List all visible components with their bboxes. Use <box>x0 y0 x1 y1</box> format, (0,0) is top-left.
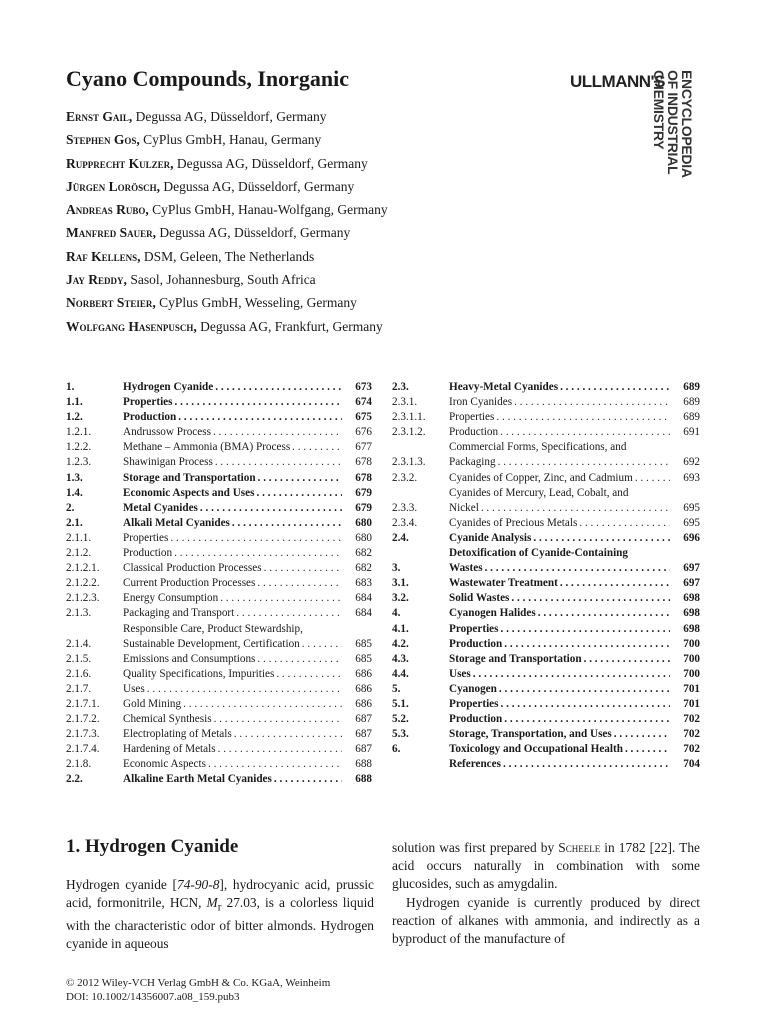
toc-entry-title: Packaging <box>449 456 496 469</box>
toc-leader-dots <box>473 667 670 682</box>
author-affiliation: Degussa AG, Düsseldorf, Germany <box>156 225 351 241</box>
table-of-contents-right <box>392 380 700 772</box>
toc-entry-number: 1.4. <box>66 486 83 499</box>
toc-entry-title: Methane – Ammonia (BMA) Process <box>123 441 291 454</box>
toc-entry-title: Commercial Forms, Specifications, and <box>449 441 627 454</box>
toc-entry[interactable] <box>392 606 700 621</box>
toc-entry-number: 2.1.7.3. <box>66 728 100 741</box>
toc-entry-number: 5. <box>392 682 401 695</box>
toc-entry-number: 2.1.7.1. <box>66 697 100 710</box>
author-entry <box>66 318 388 341</box>
toc-entry-number: 1.2.2. <box>66 441 92 454</box>
cas-number: 74-90-8 <box>177 877 220 892</box>
article-title: Cyano Compounds, Inorganic <box>66 66 350 91</box>
logo-vertical-line: OF INDUSTRIAL <box>665 70 681 175</box>
toc-entry-number: 2.3.4. <box>392 516 418 529</box>
toc-entry-title: Storage and Transportation <box>123 471 256 484</box>
author-name: Manfred Sauer, <box>66 225 156 241</box>
toc-entry-number: 1.2. <box>66 411 83 424</box>
logo-vertical-text <box>652 70 694 178</box>
toc-leader-dots <box>292 440 342 455</box>
toc-page-number: 677 <box>355 441 372 454</box>
toc-entry-number: 1.1. <box>66 396 83 409</box>
toc-entry-number: 5.3. <box>392 728 409 741</box>
toc-entry-number: 2.1.2.3. <box>66 592 100 605</box>
doi: DOI: 10.1002/14356007.a08_159.pub3 <box>66 991 240 1003</box>
toc-leader-dots <box>533 531 670 546</box>
toc-entry[interactable] <box>66 742 372 757</box>
toc-entry-title: Storage and Transportation <box>449 652 582 665</box>
author-entry <box>66 108 388 131</box>
toc-entry-number: 3.1. <box>392 577 409 590</box>
toc-entry[interactable] <box>392 395 700 410</box>
toc-page-number: 686 <box>355 667 372 680</box>
toc-entry[interactable] <box>66 380 372 395</box>
toc-entry-title: Current Production Processes <box>123 577 256 590</box>
toc-entry[interactable] <box>66 425 372 440</box>
toc-leader-dots <box>625 742 670 757</box>
toc-leader-dots <box>503 757 670 772</box>
toc-page-number: 687 <box>355 743 372 756</box>
toc-page-number: 680 <box>355 531 372 544</box>
toc-entry-number: 2.1.3. <box>66 607 92 620</box>
toc-leader-dots <box>215 455 342 470</box>
toc-entry[interactable] <box>392 727 700 742</box>
toc-leader-dots <box>560 576 670 591</box>
author-entry <box>66 155 388 178</box>
toc-leader-dots <box>170 531 342 546</box>
toc-leader-dots <box>218 742 342 757</box>
toc-entry-title: Emissions and Consumptions <box>123 652 256 665</box>
author-name: Andreas Rubo, <box>66 202 149 218</box>
toc-leader-dots <box>174 546 342 561</box>
toc-entry-title: Storage, Transportation, and Uses <box>449 728 612 741</box>
toc-page-number: 700 <box>683 637 700 650</box>
toc-entry[interactable] <box>66 606 372 621</box>
toc-page-number: 695 <box>683 516 700 529</box>
toc-entry-title: Cyanides of Mercury, Lead, Cobalt, and <box>449 486 629 499</box>
toc-page-number: 676 <box>355 426 372 439</box>
toc-entry[interactable] <box>392 410 700 425</box>
toc-page-number: 678 <box>355 456 372 469</box>
toc-entry-title: Wastes <box>449 562 483 575</box>
toc-entry-title: Cyanogen Halides <box>449 607 536 620</box>
toc-page-number: 698 <box>683 622 700 635</box>
author-affiliation: Degussa AG, Frankfurt, Germany <box>196 318 383 334</box>
toc-entry[interactable] <box>392 440 700 470</box>
author-entry <box>66 178 388 201</box>
toc-leader-dots <box>504 712 670 727</box>
toc-entry-number: 2.3.1.2. <box>392 426 426 439</box>
toc-entry-number: 2.3.1.1. <box>392 411 426 424</box>
toc-page-number: 701 <box>683 697 700 710</box>
toc-entry-title: Chemical Synthesis <box>123 713 212 726</box>
toc-leader-dots <box>257 576 342 591</box>
toc-entry[interactable] <box>66 486 372 501</box>
author-entry <box>66 131 388 154</box>
toc-leader-dots <box>302 637 342 652</box>
toc-entry-title: Wastewater Treatment <box>449 577 558 590</box>
logo-vertical-line: ENCYCLOPEDIA <box>679 70 695 178</box>
toc-entry[interactable] <box>392 682 700 697</box>
author-entry <box>66 224 388 247</box>
toc-leader-dots <box>538 606 670 621</box>
toc-entry[interactable] <box>66 531 372 546</box>
author-affiliation: CyPlus GmbH, Hanau-Wolfgang, Germany <box>148 202 388 218</box>
toc-entry-number: 1.3. <box>66 471 83 484</box>
toc-entry[interactable] <box>66 471 372 486</box>
toc-entry-number: 4.3. <box>392 652 409 665</box>
toc-entry[interactable] <box>392 712 700 727</box>
toc-page-number: 689 <box>683 411 700 424</box>
toc-page-number: 701 <box>683 682 700 695</box>
toc-page-number: 684 <box>355 592 372 605</box>
toc-entry[interactable] <box>66 591 372 606</box>
toc-page-number: 702 <box>683 743 700 756</box>
toc-leader-dots <box>258 471 342 486</box>
toc-entry-number: 2.1.7. <box>66 682 92 695</box>
toc-entry-title: Properties <box>123 396 173 409</box>
toc-page-number: 689 <box>683 396 700 409</box>
toc-leader-dots <box>208 757 342 772</box>
toc-entry-number: 1.2.3. <box>66 456 92 469</box>
toc-page-number: 675 <box>355 411 372 424</box>
toc-entry-number: 2.1.4. <box>66 637 92 650</box>
toc-page-number: 700 <box>683 667 700 680</box>
toc-entry-number: 2.1.6. <box>66 667 92 680</box>
author-affiliation: DSM, Geleen, The Netherlands <box>140 248 315 264</box>
toc-entry-number: 2. <box>66 501 75 514</box>
toc-entry[interactable] <box>392 697 700 712</box>
toc-entry-number: 2.2. <box>66 773 83 786</box>
toc-page-number: 679 <box>355 501 372 514</box>
toc-page-number: 686 <box>355 682 372 695</box>
toc-page-number: 702 <box>683 713 700 726</box>
toc-leader-dots <box>220 591 342 606</box>
toc-entry-number: 2.1.2.1. <box>66 562 100 575</box>
toc-entry-title: Alkaline Earth Metal Cyanides <box>123 773 272 786</box>
body-paragraph: Hydrogen cyanide [74-90-8], hydrocyanic acid, prussic acid, formonitrile, HCN, $M_r$ 27.03, is a colorless liquid with the characteristic odor of bitter almonds. Hydrogen cyanide in aqueous <box>66 877 374 952</box>
author-affiliation: CyPlus GmbH, Hanau, Germany <box>139 132 322 148</box>
toc-entry-title: Packaging and Transport <box>123 607 235 620</box>
toc-entry-number: 2.3.2. <box>392 471 418 484</box>
toc-entry-number: 2.1.7.2. <box>66 713 100 726</box>
toc-leader-dots <box>496 410 670 425</box>
toc-leader-dots <box>481 501 670 516</box>
toc-page-number: 688 <box>355 773 372 786</box>
toc-entry-number: 4.2. <box>392 637 409 650</box>
toc-page-number: 678 <box>355 471 372 484</box>
toc-page-number: 679 <box>355 486 372 499</box>
author-entry <box>66 248 388 271</box>
toc-entry[interactable] <box>392 486 700 516</box>
toc-entry-title: Uses <box>123 682 145 695</box>
toc-page-number: 698 <box>683 607 700 620</box>
toc-entry-title: Cyanogen <box>449 682 497 695</box>
toc-page-number: 693 <box>683 471 700 484</box>
toc-page-number: 697 <box>683 577 700 590</box>
toc-leader-dots <box>214 712 342 727</box>
author-list <box>66 108 388 341</box>
toc-entry-number: 2.4. <box>392 531 409 544</box>
toc-page-number: 673 <box>355 381 372 393</box>
toc-page-number: 682 <box>355 547 372 560</box>
toc-page-number: 691 <box>683 426 700 439</box>
toc-entry-number: 2.1.8. <box>66 758 92 771</box>
toc-leader-dots <box>264 561 342 576</box>
toc-entry-title: Properties <box>123 531 169 544</box>
toc-entry[interactable] <box>392 652 700 667</box>
body-paragraph: Hydrogen cyanide is currently produced by direct reaction of alkanes with ammonia, and indirectly as a byproduct of the manufacture of <box>392 894 700 947</box>
toc-entry[interactable] <box>392 471 700 486</box>
author-name: Wolfgang Hasenpusch, <box>66 318 197 334</box>
toc-entry-number: 2.3. <box>392 381 409 393</box>
toc-leader-dots <box>200 501 342 516</box>
page-footer <box>66 976 330 1004</box>
body-paragraph: solution was first prepared by Scheele in 1782 [22]. The acid occurs naturally in combination with some glucosides, such as amygdalin. <box>392 840 701 892</box>
toc-entry[interactable] <box>392 667 700 682</box>
toc-entry-title: References <box>449 758 501 771</box>
toc-entry-number: 2.3.3. <box>392 501 418 514</box>
toc-entry-title: Production <box>123 411 177 424</box>
toc-leader-dots <box>175 395 343 410</box>
toc-page-number: 683 <box>355 577 372 590</box>
toc-leader-dots <box>232 516 342 531</box>
toc-entry-title: Electroplating of Metals <box>123 728 232 741</box>
toc-entry-title: Production <box>449 426 499 439</box>
toc-leader-dots <box>276 667 342 682</box>
section-heading: 1. Hydrogen Cyanide <box>66 836 239 857</box>
toc-leader-dots <box>511 591 670 606</box>
toc-entry-title: Responsible Care, Product Stewardship, <box>123 622 303 635</box>
toc-page-number: 685 <box>355 637 372 650</box>
toc-entry-title: Economic Aspects and Uses <box>123 486 255 499</box>
toc-entry[interactable] <box>392 576 700 591</box>
toc-page-number: 687 <box>355 728 372 741</box>
toc-entry[interactable] <box>392 622 700 637</box>
toc-leader-dots <box>560 380 670 395</box>
toc-entry-title: Properties <box>449 622 499 635</box>
toc-entry[interactable] <box>392 516 700 531</box>
toc-entry[interactable] <box>66 697 372 712</box>
toc-entry[interactable] <box>66 757 372 772</box>
toc-page-number: 692 <box>683 456 700 469</box>
toc-page-number: 686 <box>355 697 372 710</box>
toc-entry-title: Production <box>123 547 173 560</box>
toc-leader-dots <box>498 455 670 470</box>
toc-page-number: 695 <box>683 501 700 514</box>
toc-leader-dots <box>500 425 670 440</box>
toc-leader-dots <box>256 486 342 501</box>
toc-entry[interactable] <box>392 591 700 606</box>
body-column-right <box>392 839 700 948</box>
toc-leader-dots <box>501 697 671 712</box>
toc-leader-dots <box>579 516 670 531</box>
toc-leader-dots <box>178 410 342 425</box>
author-affiliation: Sasol, Johannesburg, South Africa <box>126 272 316 288</box>
toc-leader-dots <box>147 682 342 697</box>
toc-entry-title: Solid Wastes <box>449 592 510 605</box>
toc-entry-number: 5.2. <box>392 713 409 726</box>
toc-entry-number: 1. <box>66 381 75 393</box>
toc-page-number: 696 <box>683 531 700 544</box>
toc-leader-dots <box>504 637 670 652</box>
toc-entry-title: Hardening of Metals <box>123 743 216 756</box>
toc-page-number: 687 <box>355 713 372 726</box>
toc-entry-title: Hydrogen Cyanide <box>123 381 214 393</box>
toc-entry-number: 4.1. <box>392 622 409 635</box>
toc-entry-number: 4.4. <box>392 667 409 680</box>
toc-entry-number: 2.1.7.4. <box>66 743 100 756</box>
toc-leader-dots <box>614 727 670 742</box>
toc-entry[interactable] <box>66 652 372 667</box>
author-affiliation: CyPlus GmbH, Wesseling, Germany <box>155 295 357 311</box>
toc-leader-dots <box>584 652 670 667</box>
toc-leader-dots <box>514 395 670 410</box>
toc-entry[interactable] <box>66 561 372 576</box>
toc-leader-dots <box>236 606 342 621</box>
toc-entry[interactable] <box>66 501 372 516</box>
toc-entry[interactable] <box>392 546 700 576</box>
author-name: Rupprecht Kulzer, <box>66 155 174 171</box>
author-affiliation: Degussa AG, Düsseldorf, Germany <box>160 178 355 194</box>
toc-entry-number: 6. <box>392 743 401 756</box>
toc-entry[interactable] <box>66 622 372 652</box>
toc-entry-number: 2.1.2.2. <box>66 577 100 590</box>
toc-entry[interactable] <box>66 727 372 742</box>
toc-entry-title: Alkali Metal Cyanides <box>123 516 230 529</box>
logo-main-text: ULLMANN'S <box>570 72 665 91</box>
toc-page-number: 684 <box>355 607 372 620</box>
toc-entry[interactable] <box>392 531 700 546</box>
toc-leader-dots <box>183 697 342 712</box>
toc-page-number: 680 <box>355 516 372 529</box>
toc-entry-title: Production <box>449 637 503 650</box>
toc-entry[interactable] <box>66 682 372 697</box>
toc-entry[interactable] <box>66 772 372 787</box>
toc-entry-title: Shawinigan Process <box>123 456 213 469</box>
toc-entry[interactable] <box>66 516 372 531</box>
person-name: Scheele <box>558 840 601 855</box>
toc-entry[interactable] <box>392 380 700 395</box>
toc-entry-number: 3. <box>392 562 401 575</box>
toc-entry-title: Cyanide Analysis <box>449 531 532 544</box>
toc-page-number: 674 <box>355 396 372 409</box>
toc-entry-title: Cyanides of Precious Metals <box>449 516 578 529</box>
author-affiliation: Degussa AG, Düsseldorf, Germany <box>132 109 327 124</box>
logo-vertical-line: CHEMISTRY <box>651 70 667 150</box>
toc-entry[interactable] <box>392 742 700 757</box>
toc-entry-number: 1.2.1. <box>66 426 92 439</box>
toc-entry-number: 2.3.1. <box>392 396 418 409</box>
toc-page-number: 698 <box>683 592 700 605</box>
author-entry <box>66 201 388 224</box>
toc-leader-dots <box>215 380 342 395</box>
toc-entry[interactable] <box>392 425 700 440</box>
author-entry <box>66 271 388 294</box>
toc-page-number: 685 <box>355 652 372 665</box>
toc-entry[interactable] <box>66 546 372 561</box>
author-name: Norbert Steier, <box>66 295 156 311</box>
toc-leader-dots <box>485 561 670 576</box>
toc-entry-number: 5.1. <box>392 697 409 710</box>
toc-entry[interactable] <box>392 637 700 652</box>
toc-entry-title: Production <box>449 713 503 726</box>
toc-entry-title: Quality Specifications, Impurities <box>123 667 275 680</box>
toc-entry-number: 2.3.1.3. <box>392 456 426 469</box>
toc-entry[interactable] <box>66 455 372 470</box>
toc-entry[interactable] <box>392 757 700 772</box>
toc-page-number: 682 <box>355 562 372 575</box>
toc-leader-dots <box>501 622 671 637</box>
toc-entry-title: Heavy-Metal Cyanides <box>449 381 559 393</box>
toc-entry-number: 2.1. <box>66 516 83 529</box>
toc-entry-number: 4. <box>392 607 401 620</box>
toc-entry[interactable] <box>66 440 372 455</box>
toc-leader-dots <box>234 727 342 742</box>
toc-entry-title: Andrussow Process <box>123 426 211 439</box>
toc-entry[interactable] <box>66 395 372 410</box>
toc-entry-title: Properties <box>449 697 499 710</box>
toc-entry-title: Metal Cyanides <box>123 501 198 514</box>
table-of-contents-left <box>66 380 372 788</box>
author-name: Raf Kellens, <box>66 248 141 264</box>
toc-page-number: 688 <box>355 758 372 771</box>
toc-page-number: 689 <box>683 381 700 393</box>
toc-entry-title: Economic Aspects <box>123 758 206 771</box>
toc-entry-title: Nickel <box>449 501 479 514</box>
copyright-notice: © 2012 Wiley-VCH Verlag GmbH & Co. KGaA, Weinheim <box>66 977 331 989</box>
toc-leader-dots <box>257 652 342 667</box>
ullmanns-logo <box>570 68 710 208</box>
toc-entry-title: Iron Cyanides <box>449 396 513 409</box>
toc-entry-title: Uses <box>449 667 471 680</box>
author-name: Stephen Gos, <box>66 132 140 148</box>
author-affiliation: Degussa AG, Düsseldorf, Germany <box>173 155 368 171</box>
author-name: Ernst Gail, <box>66 109 133 124</box>
toc-entry-title: Sustainable Development, Certification <box>123 637 300 650</box>
toc-entry[interactable] <box>66 667 372 682</box>
toc-page-number: 697 <box>683 562 700 575</box>
toc-entry[interactable] <box>66 576 372 591</box>
toc-entry[interactable] <box>66 410 372 425</box>
toc-leader-dots <box>274 772 342 787</box>
author-entry <box>66 294 388 317</box>
toc-entry-number: 2.1.1. <box>66 531 92 544</box>
toc-entry-number: 2.1.2. <box>66 547 92 560</box>
toc-entry-title: Energy Consumption <box>123 592 219 605</box>
toc-entry-title: Toxicology and Occupational Health <box>449 743 623 756</box>
toc-leader-dots <box>499 682 670 697</box>
toc-page-number: 702 <box>683 728 700 741</box>
toc-leader-dots <box>213 425 342 440</box>
toc-entry-title: Classical Production Processes <box>123 562 262 575</box>
author-name: Jürgen Lorösch, <box>66 178 161 194</box>
author-name: Jay Reddy, <box>66 272 127 288</box>
toc-entry-title: Cyanides of Copper, Zinc, and Cadmium <box>449 471 633 484</box>
toc-page-number: 700 <box>683 652 700 665</box>
toc-entry-title: Detoxification of Cyanide-Containing <box>449 547 628 560</box>
toc-entry[interactable] <box>66 712 372 727</box>
toc-leader-dots <box>635 471 670 486</box>
body-column-left <box>66 876 374 953</box>
toc-page-number: 704 <box>683 758 700 771</box>
toc-entry-number: 3.2. <box>392 592 409 605</box>
toc-entry-title: Properties <box>449 411 495 424</box>
toc-entry-number: 2.1.5. <box>66 652 92 665</box>
toc-entry-title: Gold Mining <box>123 697 182 710</box>
